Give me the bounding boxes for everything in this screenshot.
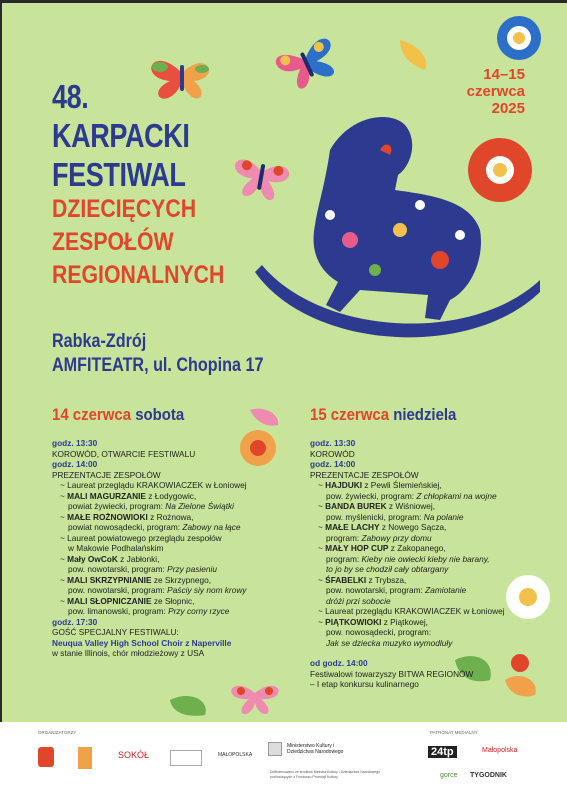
day2-event-3-detail: – I etap konkursu kulinarnego	[310, 679, 419, 689]
flower-icon	[468, 138, 532, 202]
sokol-logo: SOKÓŁ	[118, 750, 150, 760]
day2-program	[310, 438, 550, 690]
list-item-detail: powiat nowosądecki, program: Zabowy na łące	[68, 522, 241, 532]
list-item: ~ HAJDUKI z Pewli Ślemieńskiej,	[318, 480, 442, 490]
list-item: ~ MALI MAGURZANIE z Łodygowic,	[60, 490, 197, 501]
list-item: ~ Mały OwCoK z Jabłonki,	[60, 553, 160, 564]
title-line-2: FESTIWAL	[52, 156, 186, 193]
list-item-detail: program: Kieby nie owiecki kieby nie barany,	[326, 553, 490, 564]
leaf-icon	[170, 696, 206, 716]
patrons-label: PATRONAT MEDIALNY	[430, 730, 478, 735]
list-item: ~ Laureat powiatowego przeglądu zespołów	[60, 532, 222, 543]
list-item-detail: powiat żywiecki, program: Na Zielone Świątki	[68, 501, 235, 511]
list-item: ~ MAŁE ROŻNOWIOKI z Rożnowa,	[60, 511, 194, 522]
list-item-detail: pow. żywiecki, program: Z chłopkami na wojne	[326, 490, 497, 501]
butterfly-icon	[274, 34, 343, 94]
24tp-logo: 24tp	[428, 746, 457, 758]
list-item-detail: pow. myślenicki, program: Na polanie	[326, 511, 464, 522]
association-logo	[170, 750, 202, 766]
malopolska-logo: MAŁOPOLSKA	[218, 752, 253, 758]
title-line-4: ZESPOŁÓW	[52, 228, 174, 256]
gorce-logo: gorce	[440, 772, 458, 779]
organizers-label: ORGANIZATORZY	[38, 730, 77, 735]
day2-event-1: KOROWÓD	[310, 448, 355, 459]
leaf-icon	[400, 40, 426, 70]
list-item: ~ Laureat przeglądu KRAKOWIACZEK w Łoniowej	[318, 606, 505, 616]
emblem-icon	[268, 742, 282, 756]
list-item-detail: to jo by se chodził cały obtargany	[326, 564, 449, 574]
rabka-crest-logo	[38, 747, 54, 767]
day1-event-3: GOŚĆ SPECJALNY FESTIWALU:	[52, 627, 179, 637]
list-item-detail: pow. nowosądecki, program:	[326, 627, 432, 637]
title-line-5: REGIONALNYCH	[52, 261, 225, 289]
list-item: ~ Laureat przeglądu KRAKOWIACZEK w Łoniowej	[60, 480, 247, 490]
list-item: ~ MALI SŁOPNICZANIE ze Słopnic,	[60, 595, 195, 606]
list-item: ~ BANDA BUREK z Wiśniowej,	[318, 501, 436, 511]
title-line-1: KARPACKI	[52, 117, 190, 154]
day2-weekday: niedziela	[393, 405, 457, 424]
list-item: ~ MALI SKRZYPNIANIE ze Skrzypnego,	[60, 574, 212, 585]
date-year: 2025	[491, 100, 525, 117]
day1-time-3: godz. 17:30	[52, 616, 98, 627]
day1-event-1: KOROWÓD, OTWARCIE FESTIWALU	[52, 448, 196, 459]
special-guest: Neuqua Valley High School Choir z Naperville	[52, 637, 232, 648]
city: Rabka-Zdrój	[52, 331, 147, 352]
list-item-detail: Jak se dziecka muzyko wymodluły	[326, 637, 453, 648]
list-item-detail: pow. nowotarski, program: Zamiotanie	[326, 585, 467, 595]
special-guest-detail: w stanie Illinois, chór młodzieżowy z USA	[52, 648, 205, 658]
day1-heading	[52, 405, 184, 425]
list-item-detail: dróżi przi sobocie	[326, 595, 391, 606]
day1-weekday: sobota	[135, 405, 185, 424]
ministry-logo: Ministerstwo Kultury i Dziedzictwa Narodowego	[287, 743, 344, 755]
list-item-detail: program: Zabowy przy domu	[326, 532, 432, 543]
list-item-detail: pow. nowotarski, program: Paściy siy nom krowy	[68, 585, 247, 595]
funding-note: Dofinansowano ze środków Ministra Kultury i Dziedzictwa Narodowego pochodzących z Funduszu Promocji Kultury	[270, 770, 381, 779]
venue: AMFITEATR, ul. Chopina 17	[52, 355, 264, 376]
list-item: ~ MAŁE LACHY z Nowego Sącza,	[318, 522, 447, 532]
day2-time-3: od godz. 14:00	[310, 658, 368, 668]
culture-center-logo	[78, 747, 92, 769]
butterfly-icon	[231, 686, 278, 714]
day1-event-2: PREZENTACJE ZESPOŁÓW	[52, 469, 161, 480]
day2-time-2: godz. 14:00	[310, 459, 356, 469]
day2-heading	[310, 405, 456, 425]
day2-time-1: godz. 13:30	[310, 438, 356, 448]
date-range: 14–15	[483, 66, 525, 83]
title-line-3: DZIECIĘCYCH	[52, 195, 197, 223]
festival-title	[52, 80, 255, 296]
sponsors-footer	[0, 722, 567, 805]
day2-event-3: Festiwalowi towarzyszy BITWA REGIONÓW	[310, 668, 474, 679]
date-month: czerwca	[466, 83, 525, 100]
day1-date: 14 czerwca	[52, 405, 132, 424]
day1-time-2: godz. 14:00	[52, 459, 98, 469]
festival-dates	[425, 66, 525, 117]
list-item-detail: w Makowie Podhalańskim	[68, 543, 164, 553]
list-item-detail: pow. nowotarski, program: Przy pasieniu	[68, 564, 217, 574]
list-item-detail: pow. limanowski, program: Przy corny rzyce	[68, 606, 230, 616]
leaf-icon	[250, 409, 278, 426]
edition-number: 48.	[52, 78, 89, 115]
tygodnik-logo: TYGODNIK	[470, 772, 507, 779]
day1-program	[52, 438, 282, 659]
day1-time-1: godz. 13:30	[52, 438, 98, 448]
flower-icon	[497, 16, 541, 60]
list-item: ~ PIĄTKOWIOKI z Piątkowej,	[318, 616, 428, 627]
list-item: ~ ŚFABELKI z Trybsza,	[318, 574, 407, 585]
list-item: ~ MAŁY HOP CUP z Zakopanego,	[318, 543, 446, 553]
festival-location	[52, 330, 263, 378]
malopolska-media-logo: Małopolska	[482, 747, 518, 754]
day2-event-2: PREZENTACJE ZESPOŁÓW	[310, 469, 419, 480]
day2-date: 15 czerwca	[310, 405, 390, 424]
